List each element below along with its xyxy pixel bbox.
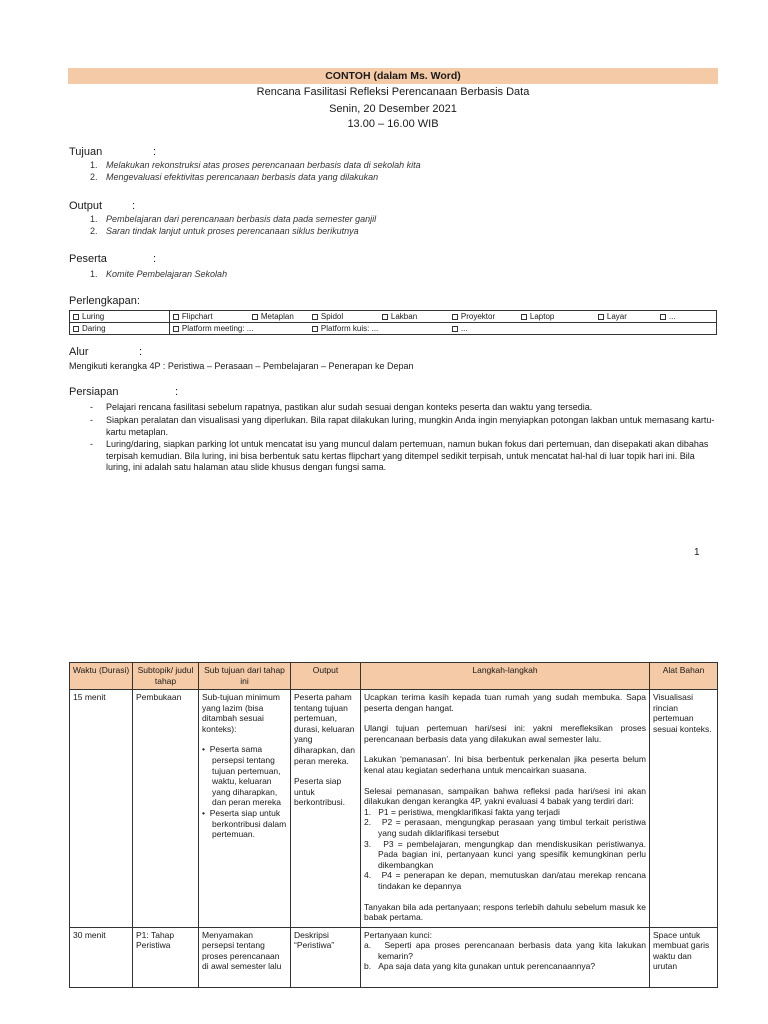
column-header: Output [291, 663, 361, 690]
checkbox-icon [73, 314, 79, 320]
subtujuan-cell: Menyamakan persepsi tentang proses perencanaan di awal semester lalu [199, 927, 291, 987]
list-item: 1. Melakukan rekonstruksi atas proses perencanaan berbasis data di sekolah kita [90, 160, 421, 170]
luring-items-cell [169, 311, 716, 323]
daring-items-cell [169, 323, 716, 335]
list-item: Laptop [521, 312, 554, 321]
checkbox-icon [452, 314, 458, 320]
list-item: 2. Mengevaluasi efektivitas perencanaan berbasis data yang dilakukan [90, 172, 379, 182]
waktu-cell: 30 menit [70, 927, 133, 987]
column-header: Sub tujuan dari tahap ini [199, 663, 291, 690]
persiapan-item: - Pelajari rencana fasilitasi sebelum rapatnya, pastikan alur sudah sesuai dengan konteks peserta dan waktu yang tersedia. [90, 402, 593, 412]
checkbox-icon [521, 314, 527, 320]
daring-cell: Daring [70, 323, 170, 335]
langkah-cell: Ucapkan terima kasih kepada tuan rumah yang sudah membuka. Sapa peserta dengan hangat. Ulangi tujuan pertemuan hari/sesi ini: yakni merefleksikan proses perencanaan berbasis data yang dilakukan awal semester lalu. Lakukan ‘pemanasan’. Ini bisa berbentuk perkenalan jika peserta belum kenal atau kegiatan sederhana untuk mencairkan suasana. Selesai pemanasan, sampaikan bahwa refleksi pada hari/sesi ini akan dilakukan dengan kerangka 4P, yakni evaluasi 4 babak yang terdiri dari: 1. P1 = peristiwa, mengklarifikasi fakta yang terjadi 2. P2 = perasaan, mengungkap perasaan yang timbul terkait peristiwa yang sudah diklarifikasi tersebut 3. P3 = pembelajaran, mengungkap dan mendiskusikan peristiwanya. Pada bagian ini, pertanyaan kunci yang spesifik kemungkinan perlu dikembangkan 4. P4 = penerapan ke depan, memutuskan dan/atau merekap rencana tindakan ke depannya Tanyakan bila ada pertanyaan; respons terlebih dahulu sebelum masuk ke babak pertama. [361, 690, 650, 928]
subtopik-cell: P1: Tahap Peristiwa [133, 927, 199, 987]
column-header: Subtopik/ judul tahap [133, 663, 199, 690]
document-date: Senin, 20 Desember 2021 [329, 103, 457, 115]
checkbox-icon [173, 326, 179, 332]
section-tujuan-heading: Tujuan : [69, 146, 157, 158]
list-item: 2. Saran tindak lanjut untuk proses perencanaan siklus berikutnya [90, 226, 359, 236]
list-item: • Peserta sama persepsi tentang tujuan pertemuan, waktu, keluaran yang diharapkan, dan peran mereka [202, 744, 281, 808]
checkbox-icon [312, 326, 318, 332]
checkbox-icon [598, 314, 604, 320]
table-row [70, 323, 717, 335]
list-item: ... [660, 312, 676, 321]
output-label: Output [69, 200, 103, 212]
contoh-label: CONTOH (dalam Ms. Word) [325, 70, 461, 82]
checkbox-icon [382, 314, 388, 320]
luring-cell: Luring [70, 311, 170, 323]
checkbox-icon [73, 326, 79, 332]
alat-cell: Space untuk membuat garis waktu dan urutan [650, 927, 718, 987]
persiapan-label: Persiapan [69, 386, 119, 398]
peserta-label: Peserta [69, 253, 107, 265]
perlengkapan-table [69, 310, 717, 335]
alur-text: Mengikuti kerangka 4P : Peristiwa – Perasaan – Pembelajaran – Penerapan ke Depan [69, 361, 414, 371]
list-item: Spidol [312, 312, 343, 321]
table-row [70, 927, 718, 987]
checkbox-icon [252, 314, 258, 320]
checkbox-icon [312, 314, 318, 320]
tujuan-label: Tujuan [69, 146, 103, 158]
column-header: Alat Bahan [650, 663, 718, 690]
table-header-row [70, 663, 718, 690]
column-header: Waktu (Durasi) [70, 663, 133, 690]
checkbox-icon [660, 314, 666, 320]
list-item: 2. P2 = perasaan, mengungkap perasaan yang timbul terkait peristiwa yang sudah diklarifikasi tersebut [364, 817, 646, 838]
page-number: 1 [694, 547, 700, 558]
section-alur-heading: Alur : [69, 346, 143, 358]
list-item: Lakban [382, 312, 417, 321]
table-row [70, 311, 717, 323]
list-item: 4. P4 = penerapan ke depan, memutuskan dan/atau merekap rencana tindakan ke depannya [364, 870, 646, 891]
list-item: a. Seperti apa proses perencanaan berbasis data yang kita lakukan kemarin? [364, 940, 646, 961]
list-item: Platform meeting: ... [173, 324, 254, 333]
list-item: Proyektor [452, 312, 495, 321]
section-output-heading: Output : [69, 200, 136, 212]
alat-cell: Visualisasi rincian pertemuan sesuai konteks. [650, 690, 718, 928]
waktu-cell: 15 menit [70, 690, 133, 928]
list-item: 3. P3 = pembelajaran, mengungkap dan mendiskusikan peristiwanya. Pada bagian ini, pertanyaan kunci yang spesifik kemungkinan perlu dikembangkan [364, 838, 646, 870]
persiapan-item: - Luring/daring, siapkan parking lot untuk mencatat isu yang muncul dalam pertemuan, namun bukan fokus dari pertemuan, dan disepakati akan dibahas terpisah kemudian. Bila luring, ini bisa berbentuk satu kertas flipchart yang ditempel sedikit terpisah, untuk mencatat hal-hal di luar topik hari ini. Bila luring, ini adalah satu halaman atau slide khusus dengan fungsi sama. [90, 439, 709, 472]
persiapan-item: - Siapkan peralatan dan visualisasi yang diperlukan. Bila rapat dilakukan luring, mungkin Anda ingin menyiapkan potongan lakban untuk memasang kartu-kartu metaplan. [90, 415, 715, 437]
peserta-list [90, 268, 227, 280]
facilitation-table [69, 662, 718, 988]
list-item: b. Apa saja data yang kita gunakan untuk perencanaannya? [364, 961, 596, 972]
list-item: Platform kuis: ... [312, 324, 378, 333]
section-peserta-heading: Peserta : [69, 253, 157, 265]
subtujuan-cell: Sub-tujuan minimum yang lazim (bisa ditambah sesuai konteks): • Peserta sama persepsi tentang tujuan pertemuan, waktu, keluaran yang diharapkan, dan peran mereka • Peserta siap untuk berkontribusi dalam pertemuan. [199, 690, 291, 928]
output-cell: Deskripsi “Peristiwa” [291, 927, 361, 987]
perlengkapan-label: Perlengkapan: [69, 295, 140, 307]
list-item: • Peserta siap untuk berkontribusi dalam pertemuan. [202, 807, 287, 840]
list-item: Layar [598, 312, 627, 321]
table-row [70, 690, 718, 928]
list-item: ... [452, 324, 468, 333]
list-item: 1. P1 = peristiwa, mengklarifikasi fakta yang terjadi [364, 806, 560, 817]
section-persiapan-heading: Persiapan : [69, 386, 179, 398]
list-item: 1. Pembelajaran dari perencanaan berbasis data pada semester ganjil [90, 214, 377, 224]
checkbox-icon [452, 326, 458, 332]
document-title: Rencana Fasilitasi Refleksi Perencanaan Berbasis Data [256, 86, 530, 98]
document-time: 13.00 – 16.00 WIB [347, 118, 439, 130]
alur-label: Alur [69, 346, 89, 358]
list-item: Flipchart [173, 312, 213, 321]
checkbox-icon [173, 314, 179, 320]
output-list [90, 213, 376, 237]
list-item: 1. Komite Pembelajaran Sekolah [90, 269, 228, 279]
tujuan-list [90, 159, 421, 183]
langkah-cell: Pertanyaan kunci: a. Seperti apa proses perencanaan berbasis data yang kita lakukan kemarin? b. Apa saja data yang kita gunakan untuk perencanaannya? [361, 927, 650, 987]
list-item: Metaplan [252, 312, 294, 321]
output-cell: Peserta paham tentang tujuan pertemuan, durasi, keluaran yang diharapkan, dan peran mereka. Peserta siap untuk berkontribusi. [291, 690, 361, 928]
column-header: Langkah-langkah [361, 663, 650, 690]
subtopik-cell: Pembukaan [133, 690, 199, 928]
